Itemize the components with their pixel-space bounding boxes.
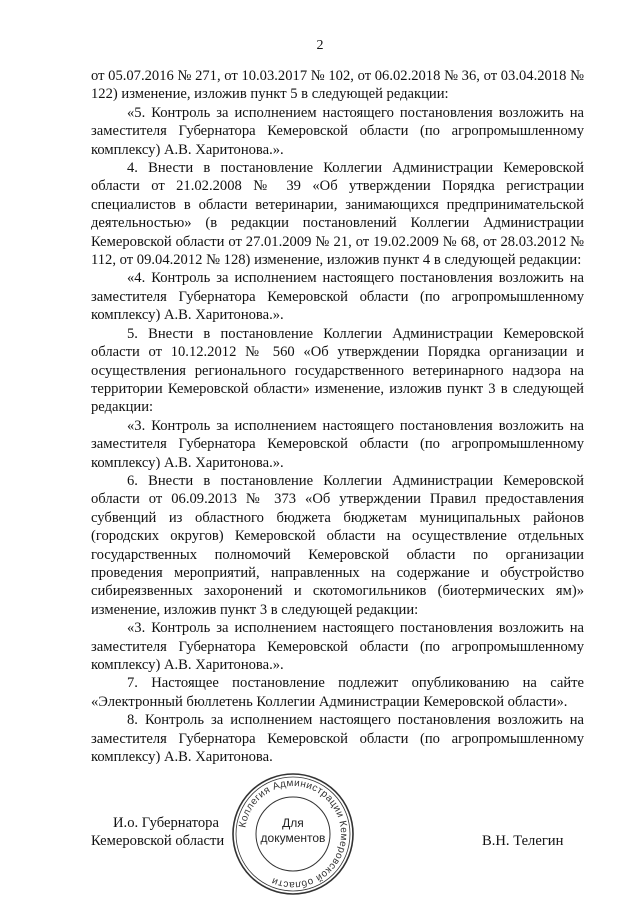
paragraph-continuation: от 05.07.2016 № 271, от 10.03.2017 № 102, от 06.02.2018 № 36, от 03.04.2018 № 122) изменение, изложив пункт 5 в следующей редакции:	[91, 68, 584, 103]
page-number: 2	[316, 38, 324, 53]
stamp-line-1: Для	[282, 816, 304, 830]
signatory-region: Кемеровской области	[91, 833, 225, 849]
paragraph-quote-item-3a: «3. Контроль за исполнением настоящего постановления возложить на заместителя Губернатора Кемеровской области (по агропромышленному комплексу) А.В. Харитонова.».	[91, 417, 584, 471]
paragraph-item-8: 8. Контроль за исполнением настоящего постановления возложить на заместителя Губернатора Кемеровской области (по агропромышленному комплексу) А.В. Харитонова.	[91, 712, 584, 766]
paragraph-quote-item-3b: «3. Контроль за исполнением настоящего постановления возложить на заместителя Губернатора Кемеровской области (по агропромышленному комплексу) А.В. Харитонова.».	[91, 620, 584, 673]
signatory-name: В.Н. Телегин	[482, 833, 564, 849]
stamp-center	[230, 772, 356, 896]
official-stamp	[230, 772, 356, 896]
paragraph-quote-item-4: «4. Контроль за исполнением настоящего постановления возложить на заместителя Губернатора Кемеровской области (по агропромышленному комплексу) А.В. Харитонова.».	[91, 270, 584, 324]
paragraph-item-4: 4. Внести в постановление Коллегии Администрации Кемеровской области от 21.02.2008 № 39 «Об утверждении Порядка регистрации специалистов в области ветеринарии, занимающихся предпринимательской деятельностью» (в редакции постановлений Коллегии Администрации Кемеровской области от 27.01.2009 № 21, от 19.02.2009 № 68, от 28.03.2012 № 112, от 09.04.2012 № 128) изменение, изложив пункт 4 в следующей редакции:	[91, 160, 584, 269]
stamp-ring-text: Коллегия Администрации Кемеровской области	[237, 777, 350, 891]
signatory-title: И.о. Губернатора	[113, 815, 219, 831]
paragraph-item-5: 5. Внести в постановление Коллегии Администрации Кемеровской области от 10.12.2012 № 560 «Об утверждении Порядка организации и осуществления регионального государственного ветеринарного надзора на территории Кемеровской области» изменение, изложив пункт 3 в следующей редакции:	[91, 325, 584, 416]
paragraph-item-6: 6. Внести в постановление Коллегии Администрации Кемеровской области от 06.09.2013 № 373 «Об утверждении Правил предоставления субвенций из областного бюджета бюджетам муниципальных районов (городских округов) Кемеровской области на осуществление отдельных государственных полномочий Кемеровской области по организации проведения мероприятий, направленных на содержание и обустройство сибиреязвенных захоронений и скотомогильников (биотермических ям)» изменение, изложив пункт 3 в следующей редакции:	[91, 472, 584, 618]
paragraph-quote-item-5: «5. Контроль за исполнением настоящего постановления возложить на заместителя Губернатора Кемеровской области (по агропромышленному комплексу) А.В. Харитонова.».	[91, 104, 584, 158]
stamp-line-2: документов	[260, 831, 326, 845]
paragraph-item-7: 7. Настоящее постановление подлежит опубликованию на сайте «Электронный бюллетень Коллегии Администрации Кемеровской области».	[91, 675, 584, 710]
